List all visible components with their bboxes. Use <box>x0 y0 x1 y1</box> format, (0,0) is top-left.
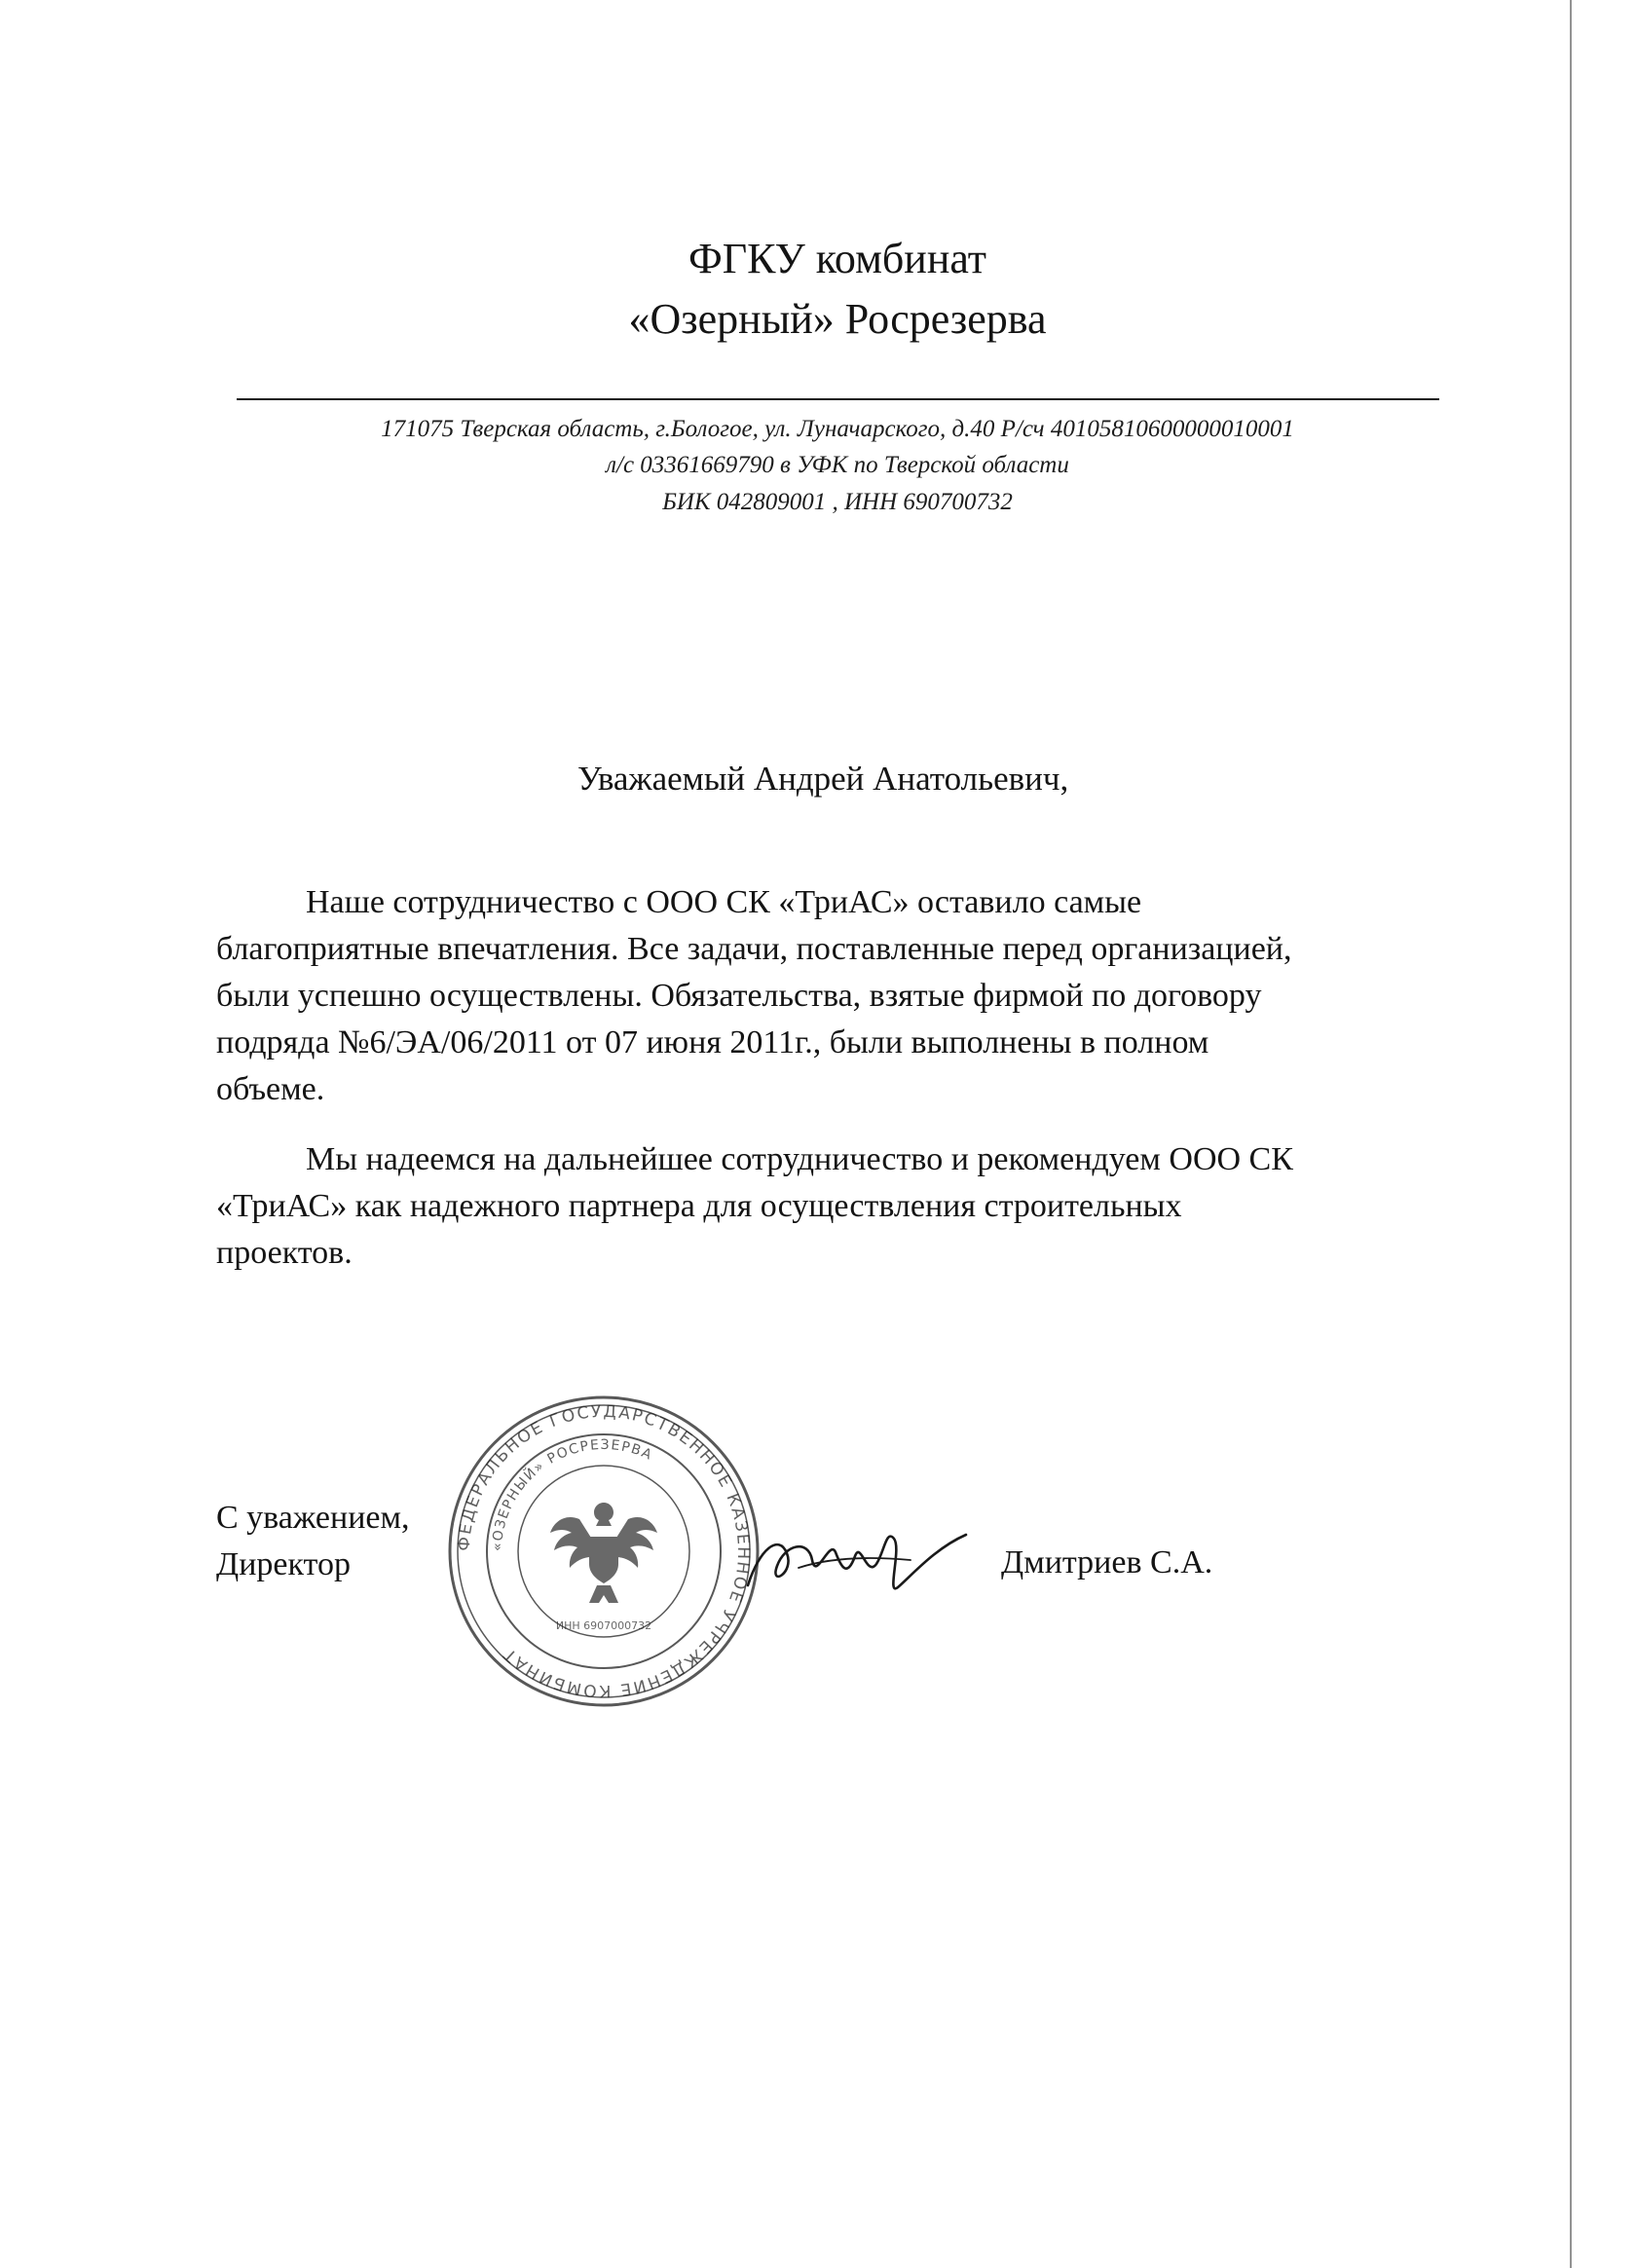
paragraph-line: проектов. <box>216 1235 353 1271</box>
paragraph-line: «ТриАС» как надежного партнера для осуществления строительных <box>216 1188 1182 1224</box>
requisites-account: л/с 03361669790 в УФК по Тверской области <box>606 452 1069 478</box>
official-stamp <box>443 1391 764 1712</box>
requisites-bank: БИК 042809001 , ИНН 690700732 <box>662 489 1013 515</box>
eagle-emblem-icon <box>550 1503 657 1603</box>
closing-regards: С уважением, <box>216 1500 410 1536</box>
closing-block <box>216 1495 410 1588</box>
paragraph-2 <box>216 1136 1453 1277</box>
org-name-line2: «Озерный» Росрезерва <box>628 295 1047 343</box>
stamp-outer-text: ФЕДЕРАЛЬНОЕ ГОСУДАРСТВЕННОЕ КАЗЕННОЕ УЧРЕЖДЕНИЕ КОМБИНАТ <box>454 1401 754 1701</box>
requisites-address: 171075 Тверская область, г.Бологое, ул. Луначарского, д.40 Р/сч 40105810600000010001 <box>381 416 1294 442</box>
paragraph-1 <box>216 879 1453 1113</box>
paragraph-line: подряда №6/ЭА/06/2011 от 07 июня 2011г., были выполнены в полном <box>216 1024 1209 1060</box>
paragraph-line: объеме. <box>216 1071 325 1107</box>
paragraph-line: Наше сотрудничество с ООО СК «ТриАС» оставило самые <box>306 884 1142 920</box>
paragraph-line: были успешно осуществлены. Обязательства, взятые фирмой по договору <box>216 978 1262 1014</box>
salutation: Уважаемый Андрей Анатольевич, <box>577 760 1069 798</box>
stamp-numbers: ИНН 6907000732 <box>555 1619 652 1632</box>
handwritten-signature <box>740 1509 974 1607</box>
paragraph-line: благоприятные впечатления. Все задачи, поставленные перед организацией, <box>216 931 1292 967</box>
header-divider <box>237 398 1439 400</box>
org-name-line1: ФГКУ комбинат <box>688 235 987 282</box>
signer-name: Дмитриев С.А. <box>1001 1544 1213 1580</box>
closing-position: Директор <box>216 1546 351 1582</box>
paragraph-line: Мы надеемся на дальнейшее сотрудничество и рекомендуем ООО СК <box>306 1141 1293 1177</box>
stamp-inner-text: «ОЗЕРНЫЙ» РОСРЕЗЕРВА <box>489 1436 655 1552</box>
